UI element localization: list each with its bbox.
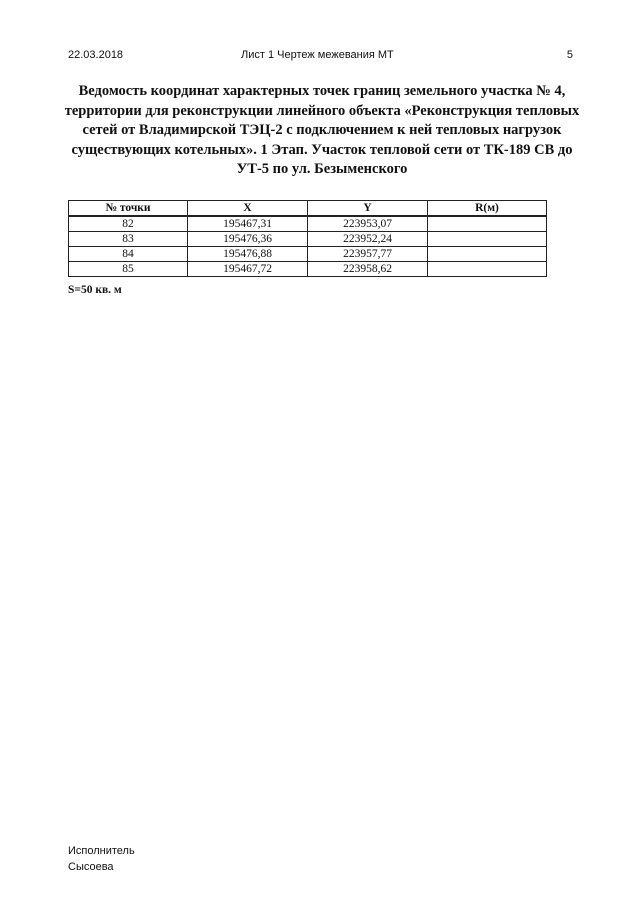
column-header-y: Y [308, 201, 428, 217]
executor-name: Сысоева [68, 861, 114, 873]
cell-x: 195467,31 [188, 216, 308, 232]
cell-y: 223952,24 [308, 232, 428, 247]
cell-radius [428, 216, 547, 232]
header-sheet-title: Лист 1 Чертеж межевания МТ [241, 49, 394, 61]
cell-x: 195476,88 [188, 247, 308, 262]
cell-y: 223957,77 [308, 247, 428, 262]
cell-radius [428, 262, 547, 277]
table-row [69, 232, 547, 247]
column-header-x: X [188, 201, 308, 217]
cell-point: 82 [69, 216, 188, 232]
table-row [69, 247, 547, 262]
cell-radius [428, 232, 547, 247]
header-page-number: 5 [566, 49, 573, 61]
cell-x: 195467,72 [188, 262, 308, 277]
table-row [69, 262, 547, 277]
area-value: S=50 кв. м [68, 284, 122, 296]
cell-point: 85 [69, 262, 188, 277]
cell-point: 83 [69, 232, 188, 247]
coordinates-table [68, 200, 547, 277]
page-header [68, 49, 573, 65]
executor-role: Исполнитель [68, 845, 135, 857]
column-header-radius: R(м) [428, 201, 547, 217]
header-date: 22.03.2018 [68, 49, 124, 61]
cell-point: 84 [69, 247, 188, 262]
cell-y: 223953,07 [308, 216, 428, 232]
document-title: Ведомость координат характерных точек границ земельного участка № 4, территории для реконструкции линейного объекта «Реконструкция тепловых сетей от Владимирской ТЭЦ-2 с подключением к ней тепловых нагрузок существующих котельных». 1 Этап. Участок тепловой сети от ТК-189 СВ до УТ-5 по ул. Безыменского [64, 83, 580, 177]
table-row [69, 216, 547, 232]
cell-x: 195476,36 [188, 232, 308, 247]
cell-y: 223958,62 [308, 262, 428, 277]
cell-radius [428, 247, 547, 262]
column-header-point: № точки [69, 201, 188, 217]
table-header-row [69, 201, 547, 217]
page-footer [68, 843, 135, 875]
